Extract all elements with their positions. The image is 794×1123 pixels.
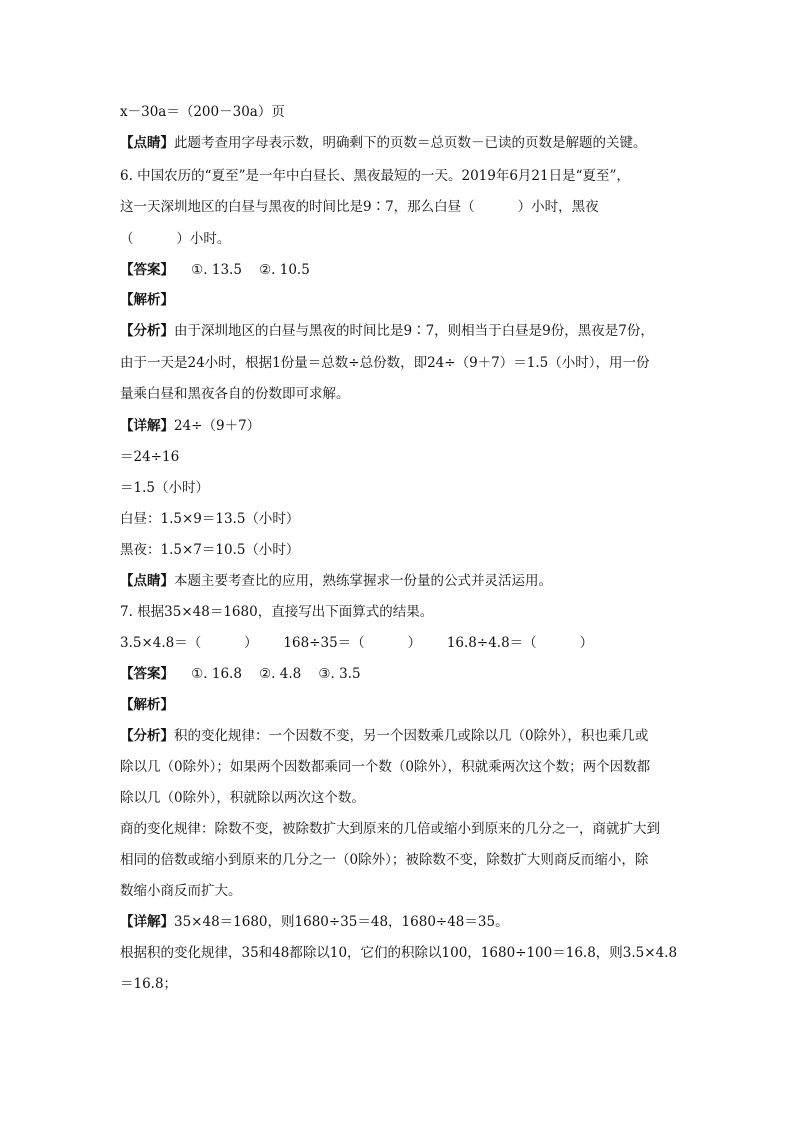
text-line: [120, 230, 230, 248]
text-line: [120, 261, 310, 279]
line-text: 根据积的变化规律，35和48都除以10，它们的积除以100，1680÷100＝16.8，则3.5×4.8: [120, 945, 678, 961]
text-line: [120, 198, 599, 216]
line-text: ＝16.8；: [120, 976, 178, 992]
line-text: ＝1.5（小时）: [120, 480, 209, 496]
line-text: 6. 中国农历的“夏至”是一年中白昼长、黑夜最短的一天。2019年6月21日是“夏至”，: [120, 168, 630, 184]
text-line: [120, 665, 361, 683]
text-line: [120, 541, 299, 559]
text-line: [120, 851, 648, 869]
line-text: 35×48＝1680，则1680÷35＝48，1680÷48＝35。: [174, 914, 509, 930]
line-text: ①. 13.5 ②. 10.5: [174, 262, 310, 278]
line-text: 由于一天是24小时，根据1份量＝总数÷总份数，即24÷（9＋7）＝1.5（小时），用一份: [120, 355, 650, 371]
text-line: [120, 820, 660, 838]
text-line: [120, 479, 209, 497]
line-label: 【点睛】: [120, 573, 174, 589]
line-label: 【详解】: [120, 914, 174, 930]
line-text: （ ）小时。: [120, 231, 231, 247]
line-text: 白昼：1.5×9＝13.5（小时）: [120, 511, 300, 527]
text-line: [120, 385, 350, 403]
line-text: 此题考查用字母表示数，明确剩下的页数＝总页数－已读的页数是解题的关键。: [174, 135, 647, 151]
text-line: [120, 882, 242, 900]
line-text: 积的变化规律：一个因数不变，另一个因数乘几或除以几（0除外），积也乘几或: [174, 728, 649, 744]
line-text: ＝24÷16: [120, 449, 180, 465]
text-line: [120, 634, 593, 652]
text-line: [120, 134, 647, 152]
text-line: [120, 448, 179, 466]
line-text: 本题主要考查比的应用，熟练掌握求一份量的公式并灵活运用。: [174, 573, 552, 589]
line-label: 【解析】: [120, 292, 174, 308]
line-text: 这一天深圳地区的白昼与黑夜的时间比是9∶7，那么白昼（ ）小时，黑夜: [120, 199, 599, 215]
text-line: [120, 696, 174, 714]
text-line: [120, 727, 648, 745]
text-line: [120, 944, 677, 962]
line-text: 7. 根据35×48＝1680，直接写出下面算式的结果。: [120, 604, 434, 620]
line-text: 量乘白昼和黑夜各自的份数即可求解。: [120, 386, 350, 402]
line-text: 24÷（9＋7）: [174, 418, 261, 434]
line-text: 黑夜：1.5×7＝10.5（小时）: [120, 542, 300, 558]
line-text: 由于深圳地区的白昼与黑夜的时间比是9∶7，则相当于白昼是9份，黑夜是7份，: [174, 323, 654, 339]
line-text: 除以几（0除外），积就除以两次这个数。: [120, 790, 365, 806]
text-line: [120, 572, 552, 590]
line-label: 【答案】: [120, 262, 174, 278]
text-line: [120, 758, 650, 776]
line-label: 【答案】: [120, 666, 174, 682]
line-label: 【解析】: [120, 697, 174, 713]
text-line: [120, 167, 630, 185]
line-label: 【分析】: [120, 728, 174, 744]
line-label: 【分析】: [120, 323, 174, 339]
line-text: 除以几（0除外）；如果两个因数都乘同一个数（0除外），积就乘两次这个数；两个因数都: [120, 759, 651, 775]
text-line: [120, 103, 285, 121]
text-line: [120, 322, 654, 340]
text-line: [120, 354, 649, 372]
text-line: [120, 291, 174, 309]
line-text: ①. 16.8 ②. 4.8 ③. 3.5: [174, 666, 361, 682]
line-text: x－30a＝（200－30a）页: [120, 104, 285, 120]
text-line: [120, 603, 433, 621]
line-text: 商的变化规律：除数不变，被除数扩大到原来的几倍或缩小到原来的几分之一，商就扩大到: [120, 821, 660, 837]
text-line: [120, 510, 299, 528]
text-line: [120, 913, 509, 931]
text-line: [120, 417, 260, 435]
line-label: 【点睛】: [120, 135, 174, 151]
text-line: [120, 975, 177, 993]
line-text: 数缩小商反而扩大。: [120, 883, 242, 899]
line-label: 【详解】: [120, 418, 174, 434]
line-text: 相同的倍数或缩小到原来的几分之一（0除外）；被除数不变，除数扩大则商反而缩小，除: [120, 852, 649, 868]
line-text: 3.5×4.8＝（ ） 168÷35＝（ ） 16.8÷4.8＝（ ）: [120, 635, 594, 651]
text-line: [120, 789, 365, 807]
